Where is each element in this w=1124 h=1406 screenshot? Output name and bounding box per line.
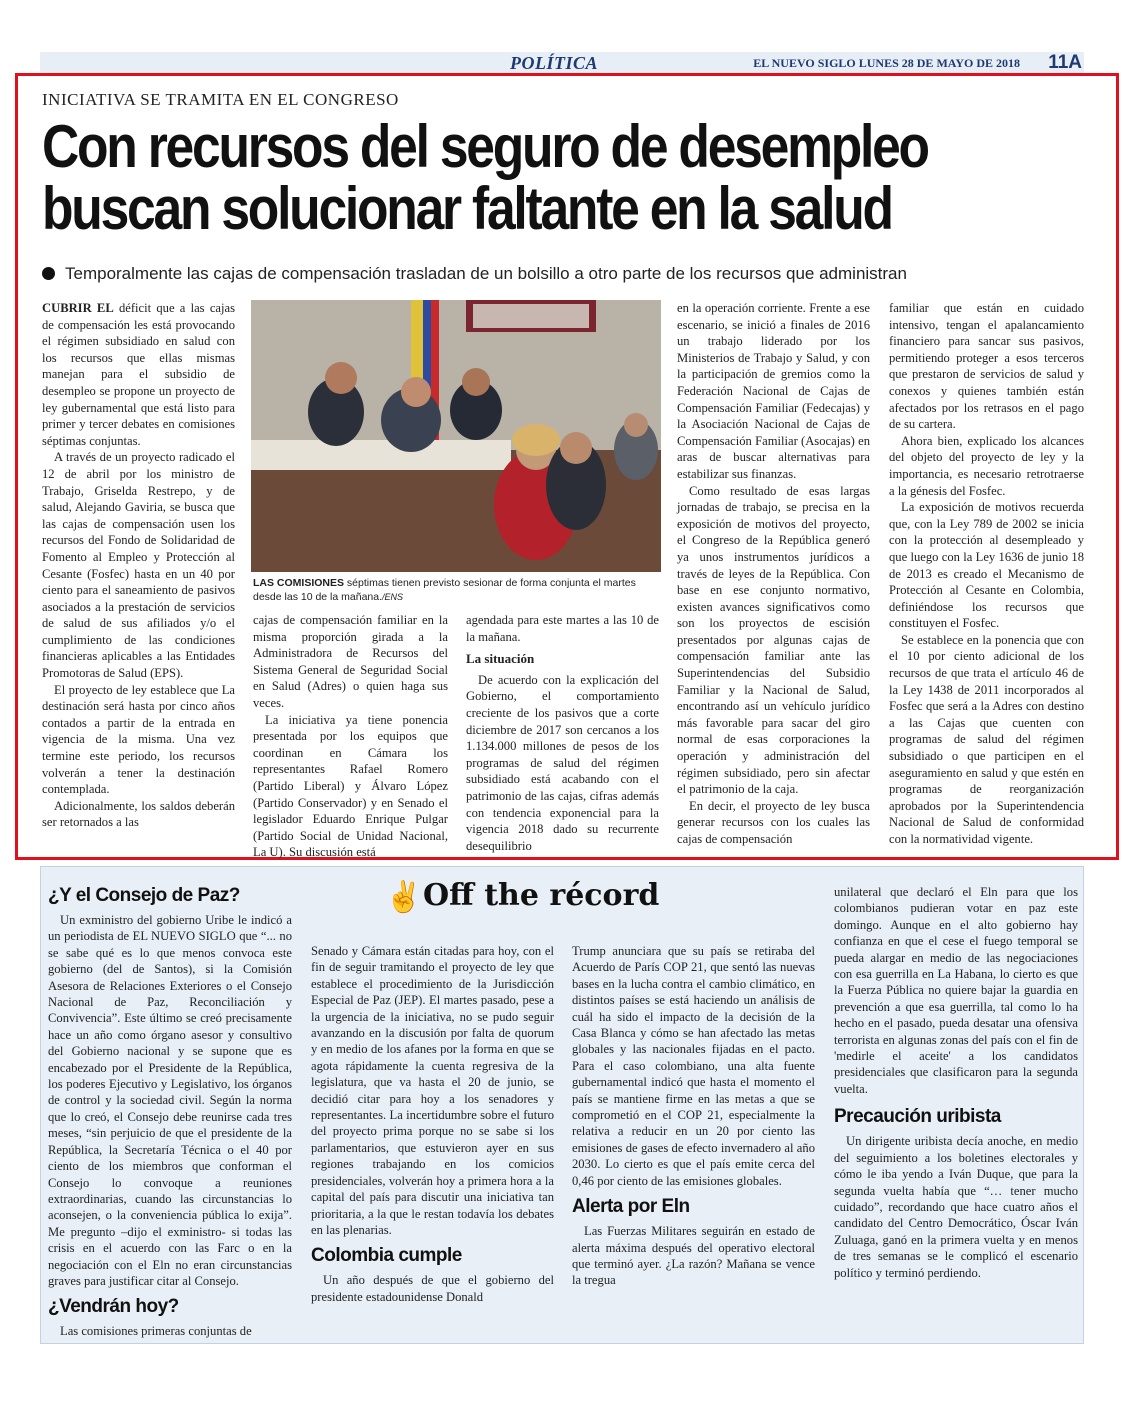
paragraph-text: déficit que a las cajas de compensación les está provocando el régimen subsidiado en salud con los recursos que ellas mismas manejan para el subsidio de desempleo se propone un proyecto de ley gubernamental que está listo para primer y tercer debates en comisiones séptimas conjuntas. xyxy=(42,301,235,448)
paragraph: Las comisiones primeras conjuntas de xyxy=(60,1324,252,1339)
bullet-icon xyxy=(42,267,55,280)
article-photo xyxy=(251,300,661,572)
paragraph: Un año después de que el gobierno del presidente estadounidense Donald xyxy=(311,1273,554,1304)
article-column-5 xyxy=(889,300,1084,852)
paragraph: Adicionalmente, los saldos deberán ser retornados a las xyxy=(42,798,235,830)
article-column-2 xyxy=(253,612,448,860)
paragraph: familiar que están en cuidado intensivo, tengan el apalancamiento financiero para sancar sus pasivos, permitiendo proteger a esos terceros que prestaron de servicios de salud y conexos y quienes también están afectados por los retrasos en el pago de su cartera. xyxy=(889,301,1084,432)
article-column-1 xyxy=(42,300,235,852)
page-header-bar xyxy=(40,52,1084,74)
caption-lead: LAS COMISIONES xyxy=(253,577,345,589)
paragraph: De acuerdo con la explicación del Gobierno, el comportamiento creciente de los pasivos que a corte diciembre de 2017 son cercanos a los 1.134.000 millones de pesos de los programas de salud del régimen subsidiado está acabando con el patrimonio de las cajas, cifras además con tendencia exponencial para la vigencia 2018 dado su recurrente desequilibrio xyxy=(466,672,659,853)
paragraph: Las Fuerzas Militares seguirán en estado de alerta máxima después del operativo electoral que terminó ayer. ¿La razón? Mañana se vence la tregua xyxy=(572,1224,815,1288)
paragraph: unilateral que declaró el Eln para que los colombianos pudieran votar en paz este domingo. Aunque en el alto gobierno hay confianza en que el cese el fuego temporal se pueda alargar en medio de las negociaciones con esa guerrilla en La Habana, lo cierto es que la Fuerza Pública no quiere bajar la guardia en prevención a que esa guerrilla, tal como lo ha hecho en el pasado, pueda desatar una ofensiva terrorista en algunas zonas del país con el fin de 'medirle el aceite' a los candidatos presidenciales que clasificaron para la segunda vuelta. xyxy=(834,885,1078,1096)
deck-text: Temporalmente las cajas de compensación trasladan de un bolsillo a otro parte de los recursos que administran xyxy=(65,264,907,283)
off-the-record-title-text: Off the récord xyxy=(423,878,660,913)
paragraph: Ahora bien, explicado los alcances del objeto del proyecto de ley y la importancia, es necesario retrotraerse a la génesis del Fosfec. xyxy=(889,433,1084,498)
paragraph: Como resultado de esas largas jornadas de trabajo, se precisa en la exposición de motivos del proyecto, el Congreso de la República generó ya unos instrumentos jurídicos a través de leyes de la República. Con base en ese conjunto normativo, existen avances significativos como son los proyectos de escisión presentados por algunas cajas de compensación familiar ante las Superintendencias del Subsidio Familiar y la Nacional de Salud, encontrando así un vehículo jurídico más favorable para sacar del giro normal de esas corporaciones la operación y administración del régimen subsidiado, pero sin afectar el patrimonio de la caja. xyxy=(677,483,870,797)
victory-hand-icon: ✌ xyxy=(385,880,423,915)
paragraph: La iniciativa ya tiene ponencia presentada por los equipos que coordinan en Cámara los representantes Rafael Romero (Partido Liberal) y Álvaro López (Partido Conservador) y en Senado el legislador Eduardo Enrique Pulgar (Partido Social de Unidad Nacional, La U). Su discusión está xyxy=(253,712,448,860)
otr-heading: Precaución uribista xyxy=(834,1106,1001,1128)
paragraph xyxy=(42,300,235,449)
paragraph: A través de un proyecto radicado el 12 de abril por los ministro de Trabajo, Griselda Restrepo, y de salud, Alejando Gaviria, se busca que las cajas de compensación usen los recursos del Fondo de Solidaridad de Fomento al Empleo y Protección al Cesante (Fosfec) hasta en un 40 por ciento para el saneamiento de pasivos asociados a la prestación de servicios de salud de sus afiliados y/o el cumplimiento de las condiciones financieras aplicables a las Entidades Promotoras de Salud (EPS). xyxy=(42,450,235,681)
paragraph: Se establece en la ponencia que con el 10 por ciento adicional de los recursos de que trata el artículo 46 de la Ley 1438 de 2011 incorporados al Fosfec que será a la Adres con destino a las Cajas que cuenten con programas de salud del régimen subsidiado o que participen en el aseguramiento en salud y que estén en programas de reorganización aprobados por la Superintendencia Nacional de Salud de conformidad con la normatividad vigente. xyxy=(889,632,1084,846)
paragraph: Un exministro del gobierno Uribe le indicó a un periodista de EL NUEVO SIGLO que “... no se sabe qué es lo que menos convoca este gobierno (del de Santos), si la Comisión Asesora de Relaciones Exteriores o el Consejo Nacional de Paz, Reconciliación y Convivencia”. Este último se creó precisamente hace un año como órgano asesor y consultivo del Gobierno nacional y se supone que es encabezado por el Presidente de la República, los poderes Ejecutivo y Legislativo, los órganos de control y la sociedad civil. Según la norma que lo creó, el Consejo debe reunirse cada tres meses, “sin perjuicio de que el presidente de la República, la Secretaría Técnica o el 40 por ciento de los miembros que conforman el Consejo lo convoque a reuniones extraordinarias, cuando las circunstancias lo aconsejen, o la conveniencia pública lo exija”. Me pregunto –dijo el exministro- si todas las crisis en el acuerdo con las Farc o en la negociación con el Eln no eran circunstancias graves para justificar citar al Consejo. xyxy=(48,913,292,1288)
paragraph: En decir, el proyecto de ley busca generar recursos con los cuales las cajas de compensación xyxy=(677,798,870,846)
otr-column-3 xyxy=(572,943,815,1338)
otr-heading: Colombia cumple xyxy=(311,1245,462,1267)
paragraph: Trump anunciara que su país se retiraba del Acuerdo de París COP 21, que sentó las nuevas bases en la lucha contra el cambio climático, en distintos países se está haciendo un análisis de cuál ha sido el impacto de la decisión de la Casa Blanca y cómo se han afectado las metas globales y las nacionales fijadas en el pacto. Para el caso colombiano, una alta fuente gubernamental indicó que hasta el momento el país se mantiene firme en las metas a que se comprometió en el COP 21, especialmente la relativa a reducir en un 20 por ciento las emisiones de gases de efecto invernadero al año 2030. Lo cierto es que el país emite cerca del 0,46 por ciento de las emisiones globales. xyxy=(572,944,815,1188)
otr-column-4 xyxy=(834,884,1078,1339)
caption-text: séptimas tienen previsto sesionar de forma conjunta el martes desde las 10 de la mañana. xyxy=(253,577,636,603)
paragraph: Senado y Cámara están citadas para hoy, con el fin de seguir tramitando el proyecto de ley que establece el procedimiento de la Jurisdicción Especial de Paz (JEP). El martes pasado, pese a la urgencia de la iniciativa, no se pudo seguir avanzando en la discusión por falta de quorum y en medio de los afanes por la forma en que se agota rápidamente la cuenta regresiva de la legislatura, que va hasta el 20 de junio, se decidió citar para hoy a los senadores y representantes. La incertidumbre sobre el futuro del proyecto prima porque no se sabe si los parlamentarios, que estuvieron ayer en sus regiones trabajando en los comicios presidenciales, volverán hoy a primera hora a la capital del país para discutir una iniciativa tan prioritaria, a la que le restan todavía los debates en las plenarias. xyxy=(311,944,554,1237)
otr-heading: ¿Vendrán hoy? xyxy=(48,1296,179,1318)
subhead: La situación xyxy=(466,651,535,667)
paragraph: en la operación corriente. Frente a ese escenario, se inició a finales de 2016 un trabajo liderado por los Ministerios de Trabajo y Salud, y con la participación de gremios como la Federación Nacional de Cajas de Compensación Familiar (Fedecajas) y la Asociación Nacional de Cajas de Compensación Familiar (Asocajas) en aras de buscar alternativas para estabilizar sus finanzas. xyxy=(677,301,870,481)
lead-in: CUBRIR EL xyxy=(42,301,114,315)
section-name: POLÍTICA xyxy=(510,53,599,73)
article-headline xyxy=(42,113,936,242)
otr-heading: Alerta por Eln xyxy=(572,1196,690,1218)
paragraph: El proyecto de ley establece que La destinación será hasta por cinco años contados a partir de la entrada en vigencia de la misma. Una vez termine este periodo, los recursos volverán a tener la destinación contemplada. xyxy=(42,682,235,797)
off-the-record-title xyxy=(385,878,659,915)
paragraph: La exposición de motivos recuerda que, con la Ley 789 de 2002 se inicia con la protección al desempleado y que luego con la Ley 1636 de junio 18 de 2013 es creado el Mecanismo de Protección al Cesante en Colombia, definiéndose los recursos que constituyen el Fosfec. xyxy=(889,500,1084,631)
headline-line-2: buscan solucionar faltante en la salud xyxy=(42,175,892,242)
headline-line-1: Con recursos del seguro de desempleo xyxy=(42,113,928,180)
photo-credit: /ENS xyxy=(382,592,404,602)
article-column-3 xyxy=(466,612,659,852)
dateline: EL NUEVO SIGLO LUNES 28 DE MAYO DE 2018 xyxy=(753,56,1020,70)
page-number: 11A xyxy=(1048,52,1082,73)
committee-photo-illustration xyxy=(251,300,661,572)
otr-column-2 xyxy=(311,943,554,1338)
article-column-4 xyxy=(677,300,870,852)
paragraph: agendada para este martes a las 10 de la mañana. xyxy=(466,613,659,644)
article-deck xyxy=(42,264,1102,284)
article-kicker: INICIATIVA SE TRAMITA EN EL CONGRESO xyxy=(42,90,399,109)
otr-column-1 xyxy=(48,882,292,1337)
otr-heading: ¿Y el Consejo de Paz? xyxy=(48,885,240,906)
paragraph: Un dirigente uribista decía anoche, en medio del seguimiento a los boletines electorales y cómo le iba yendo a Iván Duque, que para la segunda vuelta había que “… tener mucho cuidado”, recordando que hace cuatro años el candidato del Centro Democrático, Óscar Iván Zuluaga, ganó en la primera vuelta y en menos de tres semanas se le complicó el escenario político y terminó perdiendo. xyxy=(834,1134,1078,1280)
photo-caption xyxy=(253,576,658,604)
paragraph: cajas de compensación familiar en la misma proporción girada a la Administradora de Recursos del Sistema General de Seguridad Social en Salud (Adres) o quien haga sus veces. xyxy=(253,613,448,710)
